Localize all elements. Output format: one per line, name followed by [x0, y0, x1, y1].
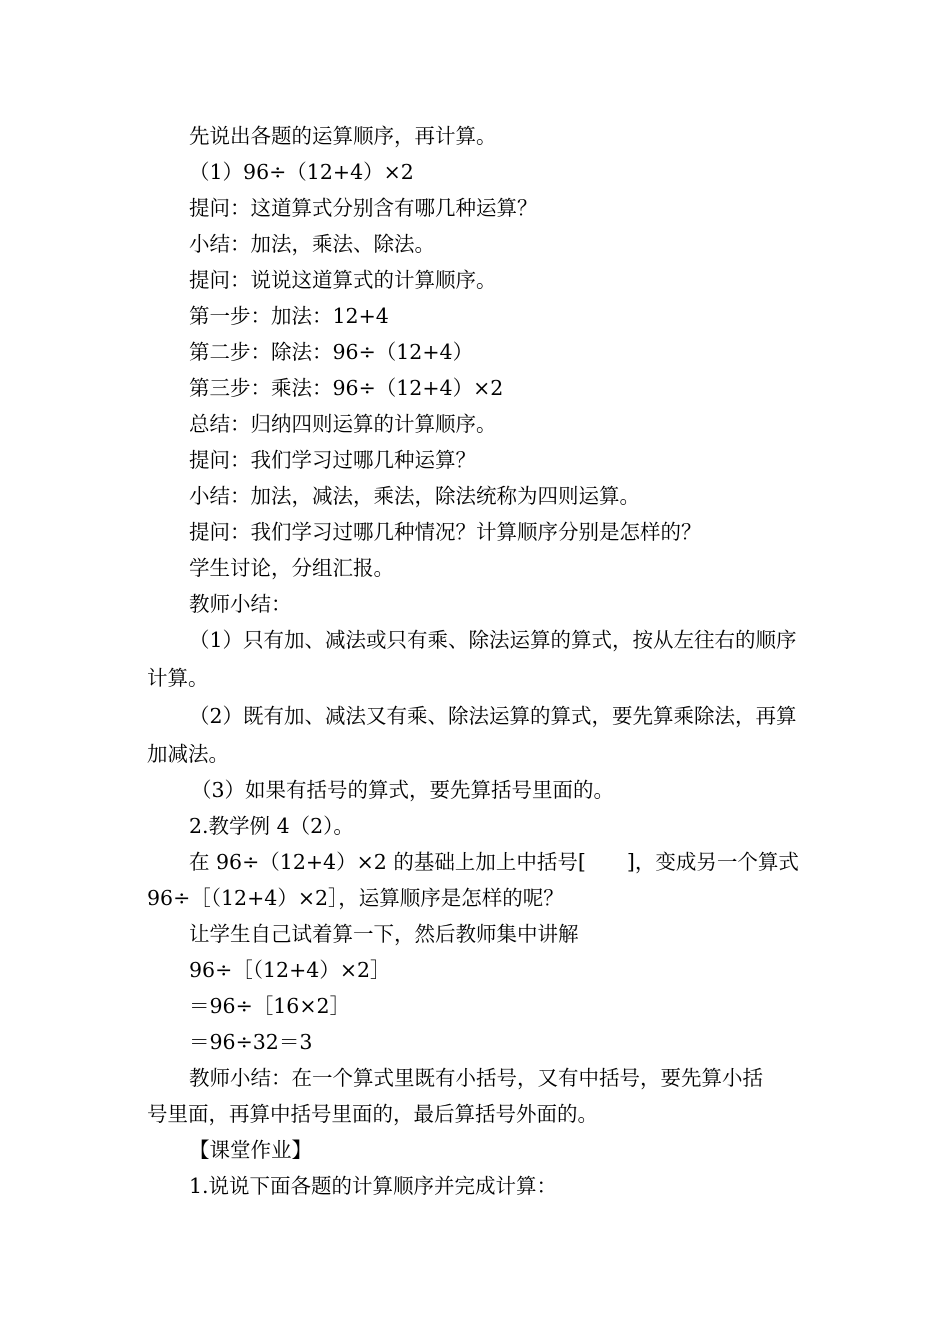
text-line: 第三步：乘法：96÷（12+4）×2: [189, 376, 504, 400]
text-line: 96÷［（12+4）×2］: [189, 958, 391, 982]
text-line: （1）96÷（12+4）×2: [189, 160, 414, 184]
text-line: 提问：说说这道算式的计算顺序。: [189, 268, 497, 292]
text-line: 第一步：加法：12+4: [189, 304, 389, 328]
text-line: 1.说说下面各题的计算顺序并完成计算：: [189, 1174, 558, 1198]
text-line: 号里面，再算中括号里面的，最后算括号外面的。: [147, 1102, 598, 1126]
text-line: （2）既有加、减法又有乘、除法运算的算式，要先算乘除法，再算: [189, 704, 797, 728]
text-line: 计算。: [147, 666, 209, 690]
text-line: 小结：加法，乘法、除法。: [189, 232, 435, 256]
text-line: ＝96÷32＝3: [189, 1030, 313, 1054]
text-line: （1）只有加、减法或只有乘、除法运算的算式，按从左往右的顺序: [189, 628, 797, 652]
text-line: 总结：归纳四则运算的计算顺序。: [189, 412, 497, 436]
text-line: 提问：这道算式分别含有哪几种运算？: [189, 196, 538, 220]
text-line: ＝96÷［16×2］: [189, 994, 351, 1018]
text-line: 2.教学例 4（2）。: [189, 814, 354, 838]
text-line: （3）如果有括号的算式，要先算括号里面的。: [191, 778, 615, 802]
text-line: 提问：我们学习过哪几种情况？计算顺序分别是怎样的？: [189, 520, 702, 544]
text-line: 96÷［（12+4）×2］，运算顺序是怎样的呢？: [147, 886, 564, 910]
text-line: 小结：加法，减法，乘法，除法统称为四则运算。: [189, 484, 640, 508]
text-line: 加减法。: [147, 742, 229, 766]
text-line: 让学生自己试着算一下，然后教师集中讲解: [189, 922, 579, 946]
text-line: 先说出各题的运算顺序，再计算。: [189, 124, 497, 148]
text-line: 教师小结：: [189, 592, 292, 616]
section-heading: 【课堂作业】: [189, 1138, 312, 1162]
text-line: 学生讨论，分组汇报。: [189, 556, 394, 580]
text-line: 提问：我们学习过哪几种运算？: [189, 448, 476, 472]
text-line: 第二步：除法：96÷（12+4）: [189, 340, 474, 364]
text-line: 在 96÷（12+4）×2 的基础上加上中括号[ ]，变成另一个算式: [189, 850, 799, 874]
text-line: 教师小结：在一个算式里既有小括号，又有中括号，要先算小括: [189, 1066, 763, 1090]
